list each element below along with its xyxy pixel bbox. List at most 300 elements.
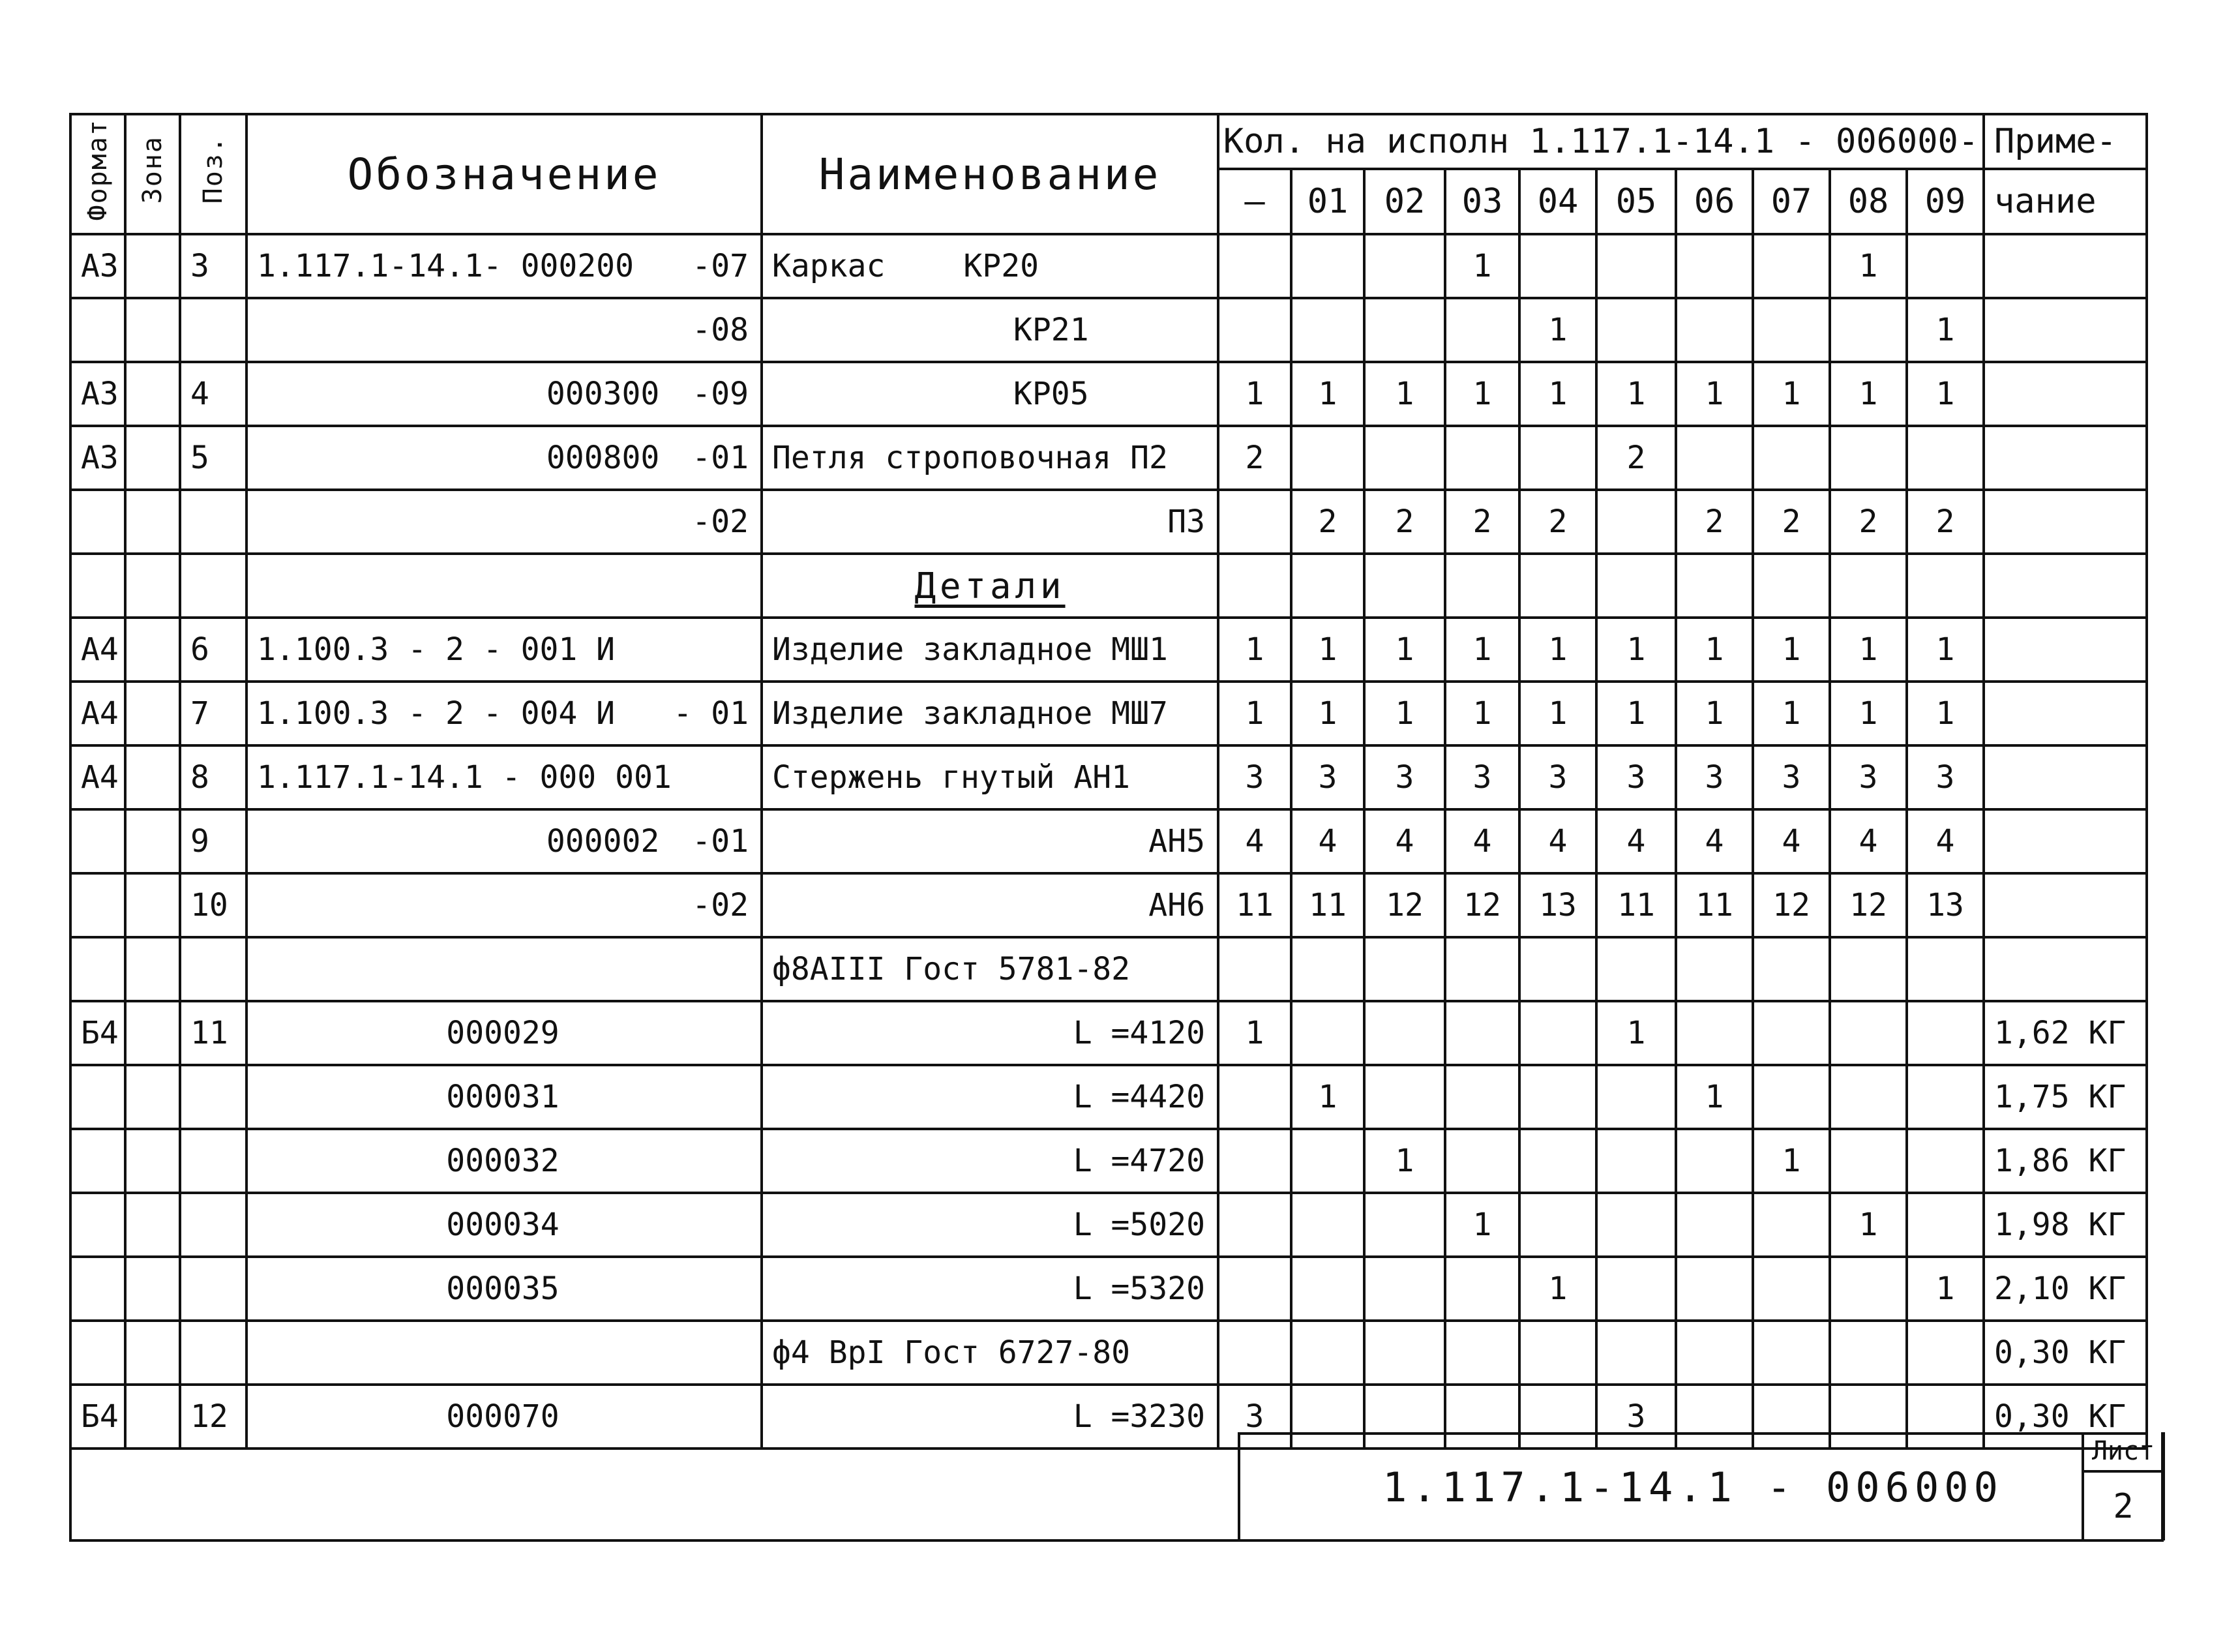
zone-cell — [125, 1257, 180, 1321]
qty-cell: 11 — [1291, 873, 1364, 937]
designation-cell — [246, 234, 762, 298]
qty-cell: 1 — [1519, 682, 1596, 745]
qty-cell: 1 — [1676, 362, 1753, 426]
qty-cell — [1596, 1257, 1676, 1321]
name-cell — [762, 618, 1218, 682]
qty-cell: 1 — [1364, 618, 1445, 682]
format-cell — [70, 1193, 125, 1257]
designation-cell — [246, 873, 762, 937]
table-row — [70, 1321, 2147, 1385]
sheet-label: Лист — [2082, 1432, 2165, 1473]
qty-cell — [1596, 1129, 1676, 1193]
table-row — [70, 937, 2147, 1001]
format-cell — [70, 490, 125, 554]
qty-cell — [1596, 1065, 1676, 1129]
qty-cell: 1 — [1519, 298, 1596, 362]
qty-cell — [1218, 554, 1291, 618]
pos-cell — [180, 1065, 246, 1129]
qty-cell — [1291, 234, 1364, 298]
pos-cell: 3 — [180, 234, 246, 298]
qty-cell: 1 — [1291, 362, 1364, 426]
format-cell — [70, 809, 125, 873]
qty-cell: 1 — [1830, 234, 1907, 298]
name-cell — [762, 426, 1218, 490]
item-mark: КР05 — [1013, 376, 1089, 412]
qty-cell — [1291, 298, 1364, 362]
zone-cell — [125, 1065, 180, 1129]
note-cell — [1984, 809, 2147, 873]
qty-cell: 2 — [1830, 490, 1907, 554]
qty-cell: 12 — [1364, 873, 1445, 937]
qty-cell — [1907, 426, 1984, 490]
note-cell — [1984, 682, 2147, 745]
qty-cell: 2 — [1519, 490, 1596, 554]
qty-cell — [1218, 1321, 1291, 1385]
qty-cell — [1907, 1193, 1984, 1257]
variant-header: 03 — [1445, 169, 1519, 234]
item-name: Изделие закладное МШ7 — [772, 695, 1168, 732]
pos-cell — [180, 1193, 246, 1257]
item-mark: L =4420 — [1073, 1079, 1205, 1115]
qty-cell: 1 — [1596, 362, 1676, 426]
table-row — [70, 1129, 2147, 1193]
designation-code: 000035 — [446, 1270, 560, 1307]
format-cell: А3 — [70, 234, 125, 298]
qty-cell: 1 — [1364, 682, 1445, 745]
qty-cell: 4 — [1596, 809, 1676, 873]
qty-cell — [1519, 234, 1596, 298]
item-name: Стержень гнутый АН1 — [772, 759, 1131, 796]
pos-cell — [180, 298, 246, 362]
qty-cell: 1 — [1364, 362, 1445, 426]
qty-cell — [1676, 554, 1753, 618]
qty-cell: 1 — [1445, 234, 1519, 298]
qty-cell: 2 — [1218, 426, 1291, 490]
item-mark: L =4120 — [1073, 1015, 1205, 1051]
qty-cell: 1 — [1218, 1001, 1291, 1065]
name-cell — [762, 362, 1218, 426]
qty-cell — [1753, 937, 1830, 1001]
qty-cell — [1364, 1257, 1445, 1321]
qty-cell — [1445, 426, 1519, 490]
specification-sheet — [69, 113, 2148, 1450]
qty-cell: 4 — [1676, 809, 1753, 873]
designation-code: 1.117.1-14.1 - 000 001 — [257, 759, 672, 796]
format-cell: Б4 — [70, 1001, 125, 1065]
designation-code: 000029 — [446, 1015, 560, 1051]
qty-cell — [1445, 298, 1519, 362]
qty-cell — [1753, 234, 1830, 298]
note-cell — [1984, 362, 2147, 426]
designation-suffix: -01 — [692, 440, 749, 476]
name-cell — [762, 1193, 1218, 1257]
name-cell — [762, 1321, 1218, 1385]
name-cell — [762, 1001, 1218, 1065]
format-cell: А4 — [70, 745, 125, 809]
note-cell — [1984, 873, 2147, 937]
note-cell: 1,86 КГ — [1984, 1129, 2147, 1193]
qty-cell: 1 — [1519, 362, 1596, 426]
zone-cell — [125, 1193, 180, 1257]
variant-header: 05 — [1596, 169, 1676, 234]
qty-cell — [1596, 1193, 1676, 1257]
qty-cell: 1 — [1291, 618, 1364, 682]
format-cell: А4 — [70, 682, 125, 745]
qty-cell — [1753, 426, 1830, 490]
qty-cell: 3 — [1218, 745, 1291, 809]
qty-cell — [1364, 554, 1445, 618]
qty-cell — [1830, 426, 1907, 490]
qty-cell — [1753, 298, 1830, 362]
qty-cell: 1 — [1753, 362, 1830, 426]
name-cell — [762, 554, 1218, 618]
qty-cell — [1218, 937, 1291, 1001]
variant-header: 02 — [1364, 169, 1445, 234]
designation-suffix: -02 — [692, 503, 749, 540]
note-cell — [1984, 234, 2147, 298]
qty-cell — [1676, 937, 1753, 1001]
designation-cell — [246, 554, 762, 618]
pos-cell — [180, 1321, 246, 1385]
qty-cell: 4 — [1519, 809, 1596, 873]
qty-cell: 4 — [1364, 809, 1445, 873]
item-mark: L =5320 — [1073, 1270, 1205, 1307]
qty-cell — [1907, 1129, 1984, 1193]
designation-header: Обозначение — [246, 114, 762, 234]
format-cell — [70, 298, 125, 362]
qty-cell: 1 — [1830, 682, 1907, 745]
qty-cell — [1676, 1193, 1753, 1257]
designation-cell — [246, 362, 762, 426]
qty-cell — [1753, 1257, 1830, 1321]
qty-cell — [1830, 1257, 1907, 1321]
name-cell — [762, 809, 1218, 873]
qty-cell — [1596, 1321, 1676, 1385]
note-cell: 1,98 КГ — [1984, 1193, 2147, 1257]
qty-cell — [1676, 234, 1753, 298]
zone-cell — [125, 937, 180, 1001]
qty-cell — [1364, 426, 1445, 490]
pos-cell — [180, 1257, 246, 1321]
table-row — [70, 362, 2147, 426]
qty-cell: 2 — [1364, 490, 1445, 554]
note-cell — [1984, 618, 2147, 682]
zone-cell — [125, 234, 180, 298]
format-cell: А4 — [70, 618, 125, 682]
qty-cell: 13 — [1907, 873, 1984, 937]
qty-cell: 3 — [1364, 745, 1445, 809]
qty-cell: 4 — [1445, 809, 1519, 873]
designation-suffix: -09 — [692, 376, 749, 412]
item-mark: КР20 — [963, 248, 1039, 284]
qty-cell — [1218, 1065, 1291, 1129]
qty-header: Кол. на исполн 1.117.1-14.1 - 006000- — [1218, 114, 1984, 169]
qty-cell: 1 — [1218, 682, 1291, 745]
qty-cell: 1 — [1753, 618, 1830, 682]
qty-cell — [1218, 1193, 1291, 1257]
qty-cell: 1 — [1907, 682, 1984, 745]
name-cell — [762, 234, 1218, 298]
designation-cell — [246, 490, 762, 554]
qty-cell — [1291, 554, 1364, 618]
qty-cell: 1 — [1596, 1001, 1676, 1065]
format-cell: А3 — [70, 362, 125, 426]
qty-cell: 4 — [1218, 809, 1291, 873]
qty-cell — [1364, 298, 1445, 362]
designation-cell — [246, 426, 762, 490]
designation-cell — [246, 1129, 762, 1193]
qty-cell: 1 — [1445, 682, 1519, 745]
table-row — [70, 490, 2147, 554]
variant-header: 08 — [1830, 169, 1907, 234]
format-cell — [70, 873, 125, 937]
qty-cell: 2 — [1291, 490, 1364, 554]
item-name: Каркас — [772, 248, 886, 284]
note-cell — [1984, 426, 2147, 490]
qty-cell — [1676, 426, 1753, 490]
qty-cell: 3 — [1907, 745, 1984, 809]
qty-cell: 3 — [1519, 745, 1596, 809]
qty-cell — [1830, 1321, 1907, 1385]
qty-cell — [1596, 554, 1676, 618]
qty-cell: 1 — [1445, 618, 1519, 682]
qty-cell — [1364, 1065, 1445, 1129]
qty-cell — [1907, 1001, 1984, 1065]
qty-cell: 1 — [1830, 1193, 1907, 1257]
qty-cell: 12 — [1753, 873, 1830, 937]
pos-cell: 11 — [180, 1001, 246, 1065]
qty-cell: 1 — [1676, 682, 1753, 745]
qty-cell: 2 — [1676, 490, 1753, 554]
pos-cell — [180, 554, 246, 618]
designation-suffix: -07 — [692, 248, 749, 284]
table-row — [70, 1001, 2147, 1065]
qty-cell — [1291, 1129, 1364, 1193]
qty-cell — [1445, 1321, 1519, 1385]
name-cell — [762, 1257, 1218, 1321]
qty-cell — [1907, 937, 1984, 1001]
zone-cell — [125, 490, 180, 554]
format-cell — [70, 1129, 125, 1193]
qty-cell — [1291, 426, 1364, 490]
qty-cell: 1 — [1445, 362, 1519, 426]
note-header-top: Приме- — [1984, 114, 2147, 169]
designation-code: 000300 — [546, 376, 660, 412]
qty-cell — [1519, 1001, 1596, 1065]
name-cell — [762, 873, 1218, 937]
note-cell: 0,30 КГ — [1984, 1321, 2147, 1385]
qty-cell: 1 — [1907, 298, 1984, 362]
table-row — [70, 873, 2147, 937]
format-cell: Б4 — [70, 1385, 125, 1449]
qty-cell — [1676, 298, 1753, 362]
qty-cell: 1 — [1291, 1065, 1364, 1129]
qty-cell — [1830, 554, 1907, 618]
qty-cell: 1 — [1676, 618, 1753, 682]
table-row — [70, 745, 2147, 809]
qty-cell — [1519, 937, 1596, 1001]
qty-cell: 1 — [1753, 1129, 1830, 1193]
zone-cell — [125, 618, 180, 682]
zone-cell — [125, 809, 180, 873]
qty-cell: 3 — [1291, 745, 1364, 809]
name-cell — [762, 682, 1218, 745]
item-mark: КР21 — [1013, 312, 1089, 348]
qty-cell — [1676, 1129, 1753, 1193]
qty-cell — [1364, 1193, 1445, 1257]
qty-cell: 3 — [1753, 745, 1830, 809]
qty-cell — [1364, 937, 1445, 1001]
qty-cell — [1596, 234, 1676, 298]
note-cell: 1,62 КГ — [1984, 1001, 2147, 1065]
item-mark: АН6 — [1148, 887, 1205, 924]
qty-cell: 1 — [1907, 362, 1984, 426]
format-header: Формат — [70, 114, 125, 234]
qty-cell — [1753, 1321, 1830, 1385]
qty-cell — [1596, 937, 1676, 1001]
qty-cell — [1364, 1001, 1445, 1065]
pos-cell — [180, 937, 246, 1001]
format-cell — [70, 554, 125, 618]
qty-cell: 1 — [1907, 1257, 1984, 1321]
name-cell — [762, 490, 1218, 554]
pos-cell: 12 — [180, 1385, 246, 1449]
table-row — [70, 618, 2147, 682]
zone-cell — [125, 298, 180, 362]
qty-cell: 1 — [1519, 618, 1596, 682]
item-mark: П3 — [1167, 503, 1205, 540]
variant-header: — — [1218, 169, 1291, 234]
qty-cell — [1830, 1065, 1907, 1129]
qty-cell — [1907, 234, 1984, 298]
qty-cell: 1 — [1364, 1129, 1445, 1193]
qty-cell — [1218, 490, 1291, 554]
designation-cell — [246, 1321, 762, 1385]
table-row — [70, 234, 2147, 298]
designation-cell — [246, 682, 762, 745]
table-row — [70, 298, 2147, 362]
pos-cell: 9 — [180, 809, 246, 873]
table-row — [70, 426, 2147, 490]
table-row — [70, 554, 2147, 618]
zone-cell — [125, 1001, 180, 1065]
variant-header: 04 — [1519, 169, 1596, 234]
designation-suffix: -01 — [692, 823, 749, 860]
zone-cell — [125, 873, 180, 937]
qty-cell — [1291, 1001, 1364, 1065]
qty-cell — [1753, 1065, 1830, 1129]
note-cell — [1984, 745, 2147, 809]
qty-cell: 4 — [1907, 809, 1984, 873]
zone-cell — [125, 426, 180, 490]
qty-cell: 12 — [1445, 873, 1519, 937]
variant-header: 06 — [1676, 169, 1753, 234]
qty-cell — [1218, 1129, 1291, 1193]
qty-cell: 1 — [1830, 618, 1907, 682]
designation-code: 000034 — [446, 1207, 560, 1243]
qty-cell: 2 — [1907, 490, 1984, 554]
table-row — [70, 809, 2147, 873]
qty-cell — [1753, 1193, 1830, 1257]
qty-cell — [1907, 1065, 1984, 1129]
zone-cell — [125, 682, 180, 745]
pos-cell — [180, 1129, 246, 1193]
qty-cell: 4 — [1753, 809, 1830, 873]
pos-cell: 5 — [180, 426, 246, 490]
specification-table — [69, 113, 2148, 1450]
qty-cell: 2 — [1753, 490, 1830, 554]
designation-code: 1.100.3 - 2 - 004 И — [257, 695, 616, 732]
table-row — [70, 1065, 2147, 1129]
format-cell — [70, 1321, 125, 1385]
designation-code: 000032 — [446, 1143, 560, 1179]
note-cell: 1,75 КГ — [1984, 1065, 2147, 1129]
variant-header: 07 — [1753, 169, 1830, 234]
qty-cell — [1596, 490, 1676, 554]
qty-cell: 2 — [1596, 426, 1676, 490]
qty-cell: 13 — [1519, 873, 1596, 937]
qty-cell — [1445, 1001, 1519, 1065]
table-row — [70, 1257, 2147, 1321]
designation-suffix: - 01 — [673, 695, 749, 732]
designation-code: 000031 — [446, 1079, 560, 1115]
qty-cell — [1830, 298, 1907, 362]
pos-cell: 10 — [180, 873, 246, 937]
designation-cell — [246, 745, 762, 809]
variant-header: 01 — [1291, 169, 1364, 234]
designation-code: 1.100.3 - 2 - 001 И — [257, 631, 616, 668]
sheet-number: 2 — [2082, 1473, 2165, 1540]
item-name: Изделие закладное МШ1 — [772, 631, 1168, 668]
qty-cell — [1753, 1001, 1830, 1065]
designation-cell — [246, 1257, 762, 1321]
qty-cell: 1 — [1291, 682, 1364, 745]
item-mark: L =4720 — [1073, 1143, 1205, 1179]
name-cell — [762, 1129, 1218, 1193]
qty-cell: 1 — [1519, 1257, 1596, 1321]
qty-cell: 12 — [1830, 873, 1907, 937]
qty-cell — [1753, 554, 1830, 618]
qty-cell: 1 — [1907, 618, 1984, 682]
qty-cell — [1519, 554, 1596, 618]
item-mark: L =3230 — [1073, 1398, 1205, 1435]
zone-cell — [125, 1129, 180, 1193]
zone-cell — [125, 362, 180, 426]
note-cell — [1984, 490, 2147, 554]
qty-cell — [1364, 234, 1445, 298]
qty-cell — [1218, 234, 1291, 298]
zone-cell — [125, 1321, 180, 1385]
qty-cell — [1291, 1193, 1364, 1257]
qty-cell: 11 — [1596, 873, 1676, 937]
name-header: Наименование — [762, 114, 1218, 234]
qty-cell: 4 — [1830, 809, 1907, 873]
zone-cell — [125, 554, 180, 618]
qty-cell — [1519, 1065, 1596, 1129]
qty-cell: 11 — [1218, 873, 1291, 937]
qty-cell — [1364, 1321, 1445, 1385]
qty-cell: 1 — [1676, 1065, 1753, 1129]
zone-cell — [125, 745, 180, 809]
designation-cell — [246, 298, 762, 362]
qty-cell — [1830, 1129, 1907, 1193]
qty-cell — [1676, 1001, 1753, 1065]
qty-cell — [1519, 1321, 1596, 1385]
format-cell — [70, 1257, 125, 1321]
pos-cell: 8 — [180, 745, 246, 809]
note-cell: 2,10 КГ — [1984, 1257, 2147, 1321]
designation-cell — [246, 618, 762, 682]
